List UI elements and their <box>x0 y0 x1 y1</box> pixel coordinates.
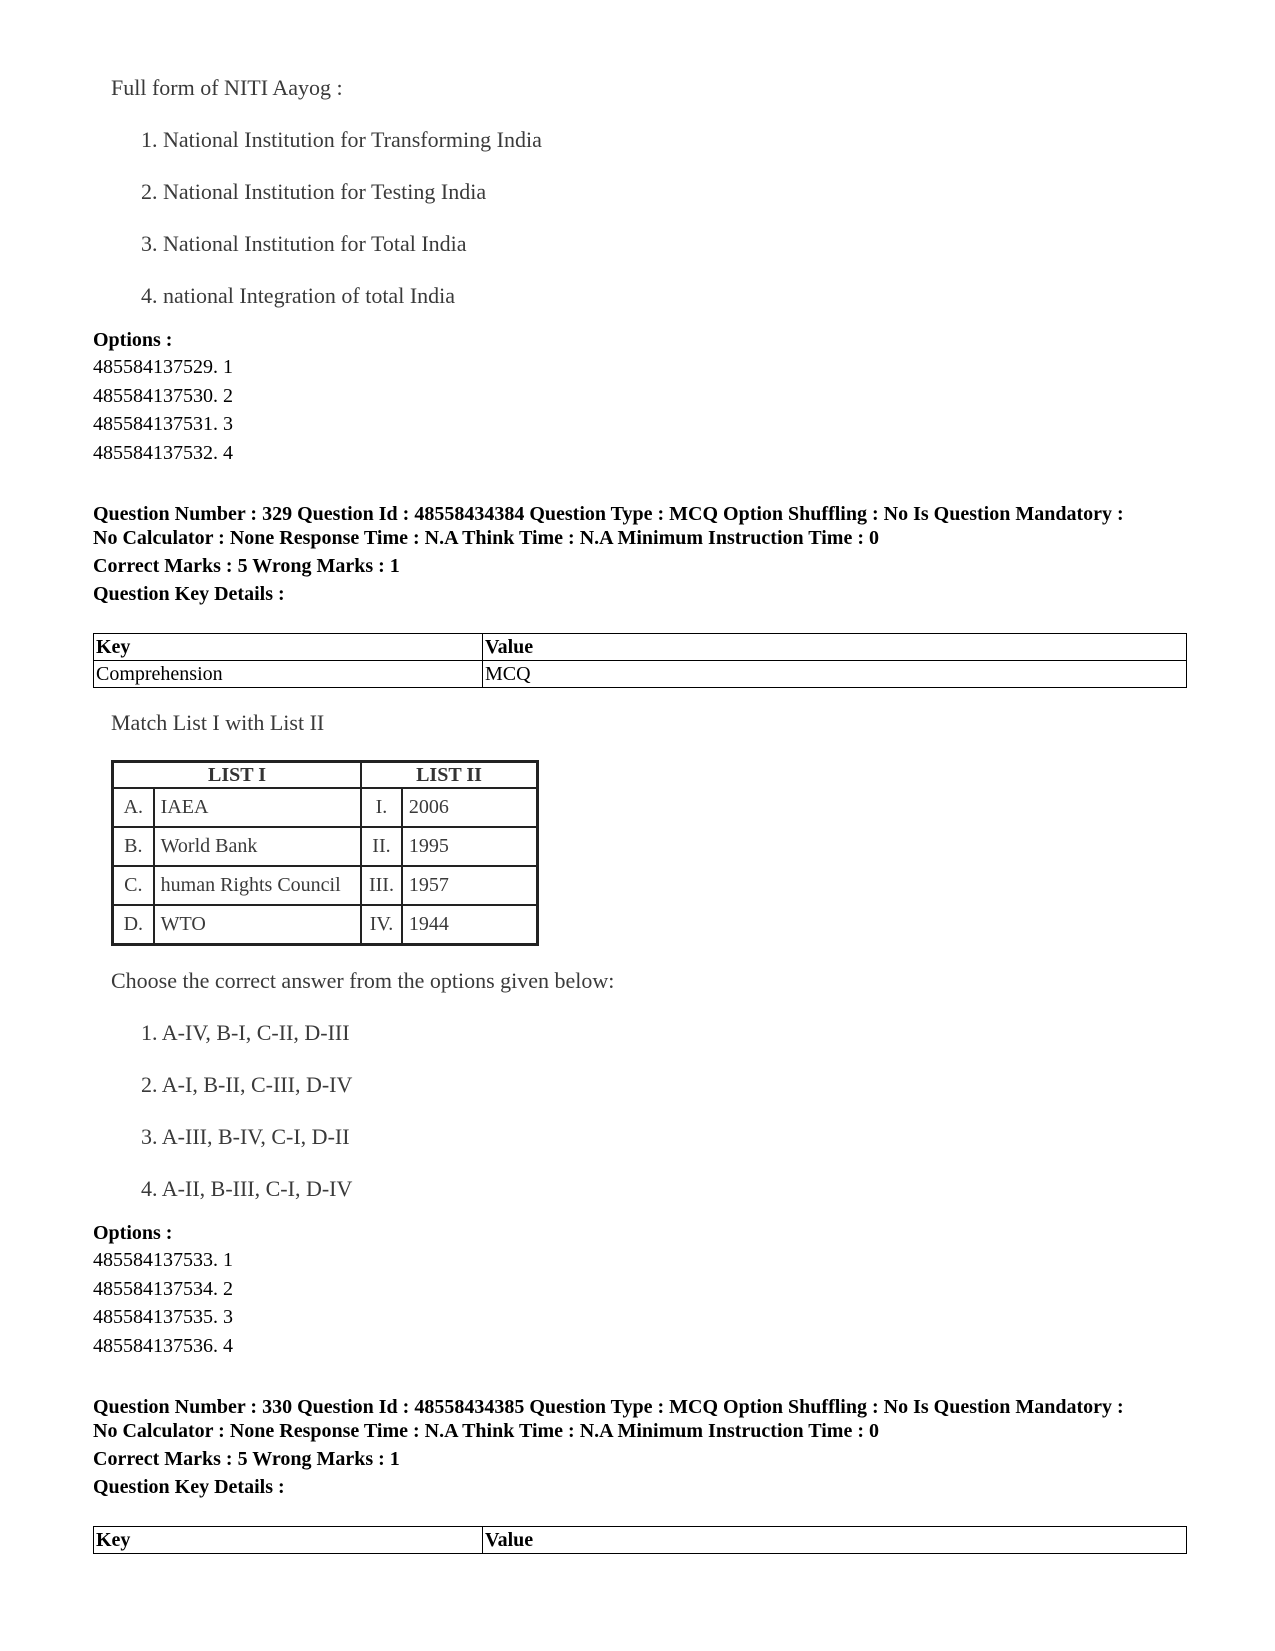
q2-option-3: 485584137535. 3 <box>93 1306 233 1329</box>
q2-value-header: Value <box>483 634 1187 661</box>
q2-choice-4: 4. A-II, B-III, C-I, D-IV <box>141 1176 353 1201</box>
q1-option-1: 485584137529. 1 <box>93 356 233 378</box>
q3-marks: Correct Marks : 5 Wrong Marks : 1 <box>93 1448 400 1470</box>
q2-value-cell: MCQ <box>483 661 1187 688</box>
match-row-b <box>113 827 538 866</box>
list-2-numeral: I. <box>361 788 402 827</box>
q2-key-header: Key <box>94 634 483 661</box>
list-2-value: 1995 <box>402 827 538 866</box>
q2-key-cell: Comprehension <box>94 661 483 688</box>
list-2-value: 1957 <box>402 866 538 905</box>
q2-meta-line2: No Calculator : None Response Time : N.A Think Time : N.A Minimum Instruction Time : 0 <box>93 527 879 549</box>
list-2-header: LIST II <box>361 762 538 789</box>
q3-key-table-header <box>94 1527 1187 1554</box>
list-1-letter: B. <box>113 827 154 866</box>
match-row-c <box>113 866 538 905</box>
list-2-numeral: III. <box>361 866 402 905</box>
q2-meta <box>93 502 1124 608</box>
list-2-value: 2006 <box>402 788 538 827</box>
q2-key-table-row <box>94 661 1187 688</box>
q3-key-details-label: Question Key Details : <box>93 1476 285 1498</box>
q1-options-list <box>93 353 233 468</box>
q1-choice-1: 1. National Institution for Transforming India <box>141 127 542 152</box>
list-2-numeral: IV. <box>361 905 402 945</box>
list-2-value: 1944 <box>402 905 538 945</box>
q2-choice-2: 2. A-I, B-II, C-III, D-IV <box>141 1072 353 1097</box>
q2-options-label: Options : <box>93 1222 173 1244</box>
q1-choice-2: 2. National Institution for Testing India <box>141 179 487 204</box>
q2-option-1: 485584137533. 1 <box>93 1249 233 1271</box>
q3-meta-line1: Question Number : 330 Question Id : 48558434385 Question Type : MCQ Option Shuffling : No Is Question Mandatory : <box>93 1396 1124 1418</box>
q1-choice-3: 3. National Institution for Total India <box>141 231 467 256</box>
list-1-letter: C. <box>113 866 154 905</box>
list-2-numeral: II. <box>361 827 402 866</box>
q1-option-2: 485584137530. 2 <box>93 384 233 407</box>
q2-option-2: 485584137534. 2 <box>93 1277 233 1300</box>
q1-option-3: 485584137531. 3 <box>93 413 233 436</box>
q3-value-header: Value <box>483 1527 1187 1554</box>
list-1-letter: D. <box>113 905 154 945</box>
list-1-item: World Bank <box>154 827 361 866</box>
q1-options-label: Options : <box>93 329 173 351</box>
match-row-a <box>113 788 538 827</box>
list-1-header: LIST I <box>113 762 362 789</box>
q1-stem: Full form of NITI Aayog : <box>111 75 343 100</box>
q2-marks: Correct Marks : 5 Wrong Marks : 1 <box>93 555 400 577</box>
q2-key-table <box>93 633 1187 688</box>
match-table-header <box>113 762 538 789</box>
q2-instruction: Choose the correct answer from the options given below: <box>111 968 615 993</box>
q2-option-4: 485584137536. 4 <box>93 1335 233 1358</box>
q3-meta <box>93 1395 1124 1501</box>
q2-meta-line1: Question Number : 329 Question Id : 48558434384 Question Type : MCQ Option Shuffling : No Is Question Mandatory : <box>93 503 1124 525</box>
list-1-item: IAEA <box>154 788 361 827</box>
list-1-item: human Rights Council <box>154 866 361 905</box>
q1-choice-4: 4. national Integration of total India <box>141 283 456 308</box>
q2-choice-3: 3. A-III, B-IV, C-I, D-II <box>141 1124 350 1149</box>
q2-choice-1: 1. A-IV, B-I, C-II, D-III <box>141 1020 350 1045</box>
q2-key-details-label: Question Key Details : <box>93 583 285 605</box>
q2-key-table-header <box>94 634 1187 661</box>
list-1-letter: A. <box>113 788 154 827</box>
q2-match-table <box>111 760 539 946</box>
q1-option-4: 485584137532. 4 <box>93 442 233 465</box>
q3-meta-line2: No Calculator : None Response Time : N.A Think Time : N.A Minimum Instruction Time : 0 <box>93 1420 879 1442</box>
match-row-d <box>113 905 538 945</box>
q2-options-list <box>93 1246 233 1361</box>
q3-key-header: Key <box>94 1527 483 1554</box>
q2-stem: Match List I with List II <box>111 710 325 735</box>
list-1-item: WTO <box>154 905 361 945</box>
q3-key-table <box>93 1526 1187 1554</box>
